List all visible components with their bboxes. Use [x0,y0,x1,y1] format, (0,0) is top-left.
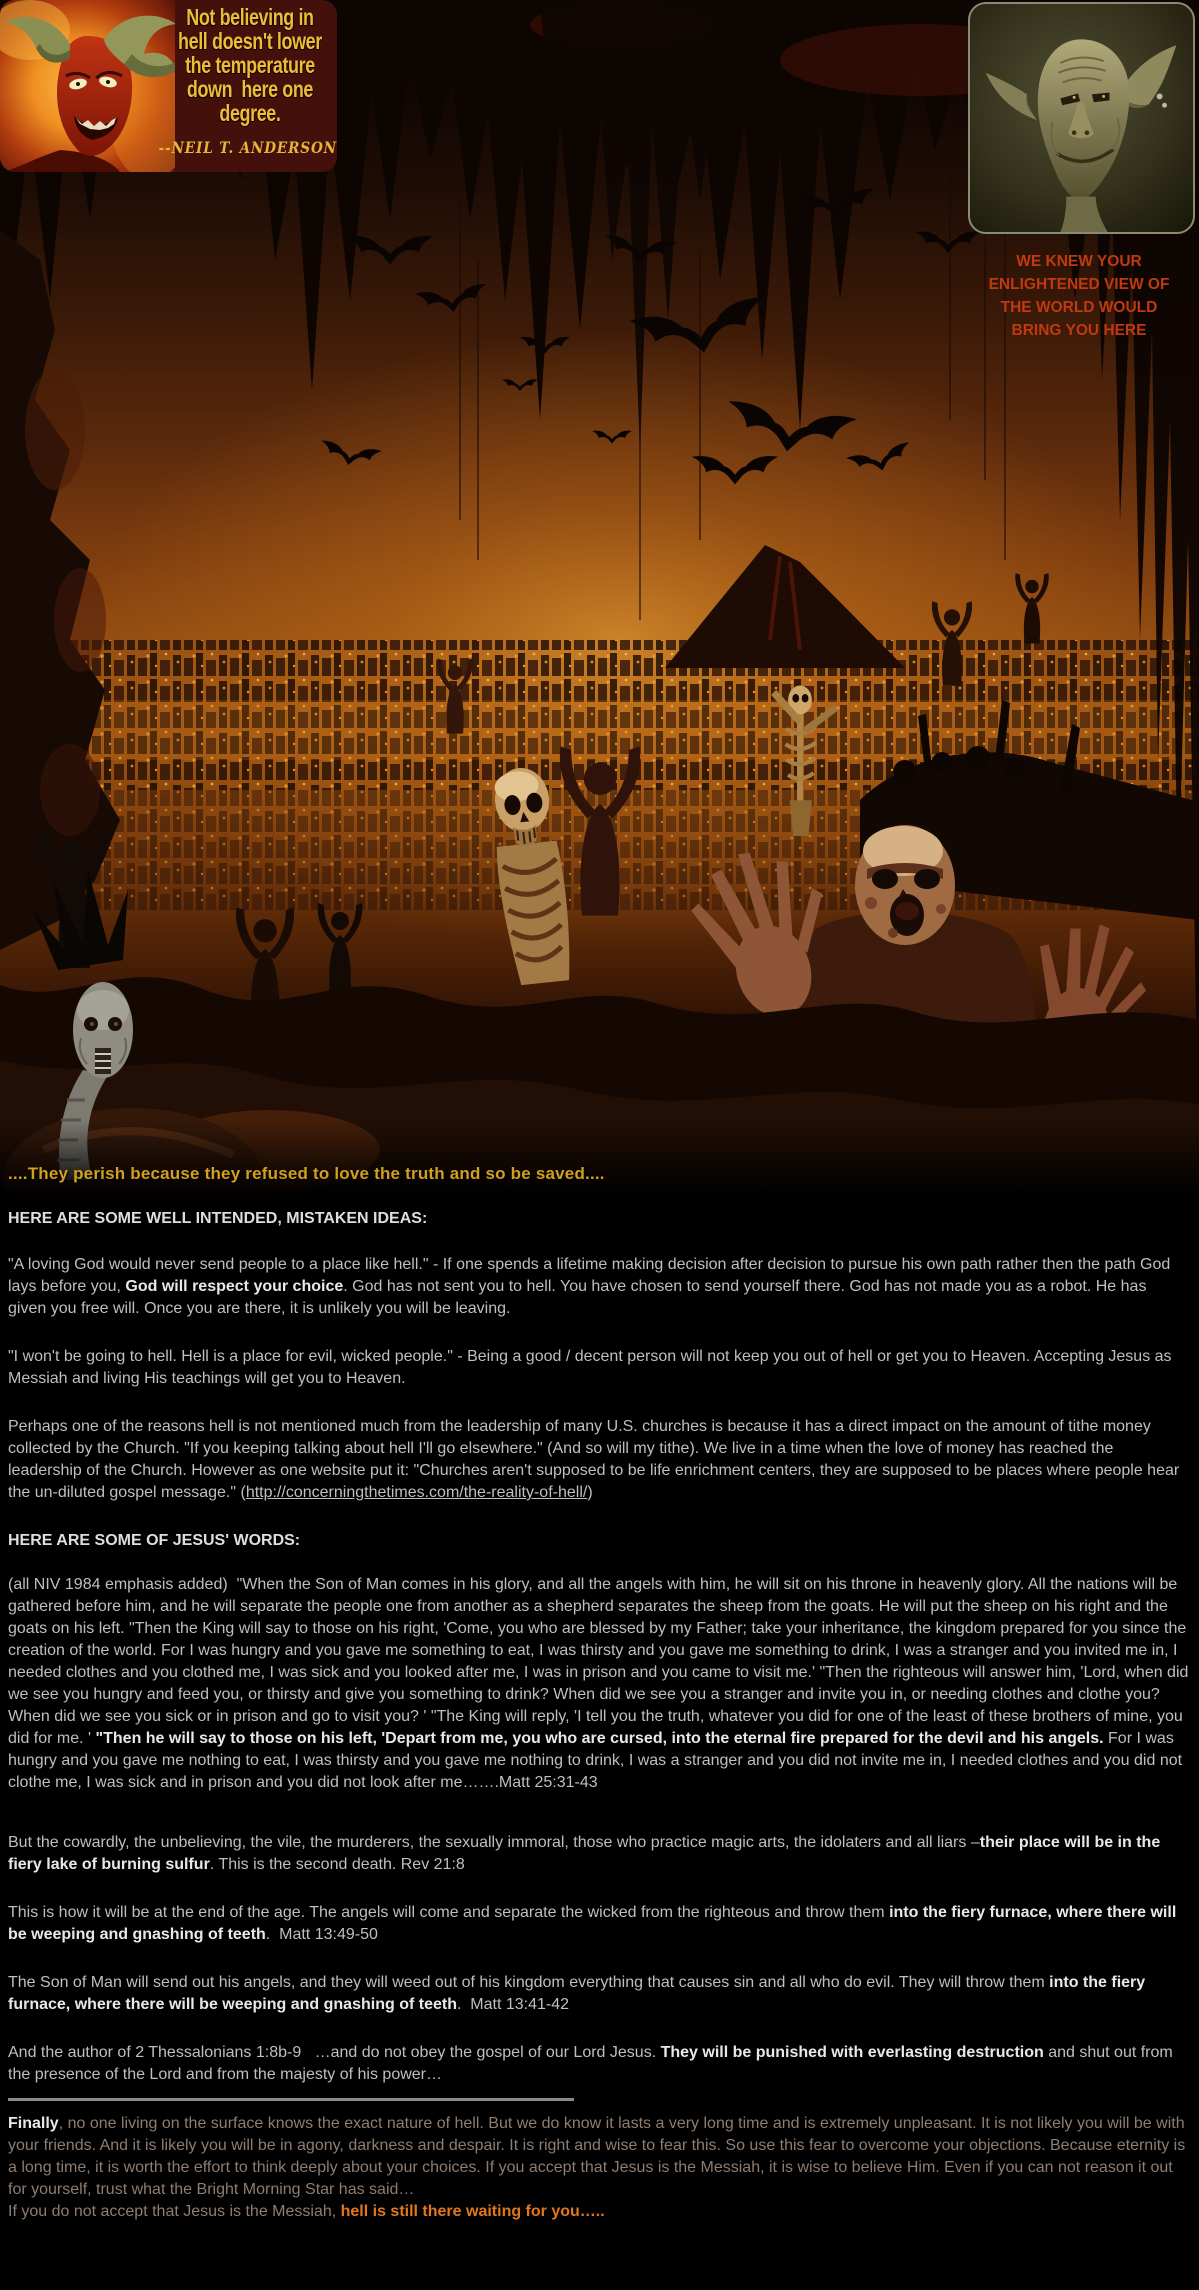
goblin-caption-line: BRING YOU HERE [1011,322,1147,339]
goblin-caption-line: WE KNEW YOUR [1016,253,1142,270]
paragraph [8,1902,1189,1946]
text-run: , no one living on the surface knows the exact nature of hell. But we do know it lasts a very long time and is extremely unpleasant. It is not likely you will be with your friends. And it is likely you will be in agony, darkness and despair. It is right and wise to fear this. So use this fear to overcome your objections. Because eternity is a long time, it is worth the effort to think deeply about your choices. If you accept that Jesus is the Messiah, it is wise to believe Him. Even if you can not reason it out for yourself, trust what the Bright Morning Star has said… [8,2115,1186,2198]
text-run: . God has not sent you to hell. You have chosen to send yourself there. God has not made you as a robot. He has given you free will. Once you are there, it is unlikely you will be leaving. [8,1278,1147,1317]
text-run: ) [587,1484,593,1501]
text-run: "I won't be going to hell. Hell is a place for evil, wicked people." - Being a good / decent person will not keep you out of hell or get you to Heaven. Accepting Jesus as Messiah and living His teachings will get you to Heaven. [8,1348,1172,1387]
goblin-caption-line: ENLIGHTENED VIEW OF [988,276,1170,293]
text-run: into the fiery furnace, where there will be weeping and gnashing of teeth [8,1904,1177,1943]
meme-quote-line: degree. [219,100,281,126]
paragraph [8,2113,1189,2223]
meme-quote-line: down here one [186,76,314,102]
text-run: And the author of 2 Thessalonians 1:8b-9 …and do not obey the gospel of our Lord Jesus. [8,2044,661,2061]
goblin-card [968,2,1195,234]
text-run: Perhaps one of the reasons hell is not mentioned much from the leadership of many U.S. churches is because it has a direct impact on the amount of tithe money collected by the Church. "If you keeping talking about hell I'll go elsewhere." (And so will my tithe). We live in a time when the love of money has reached the leadership of the Church. However as one website put it: "Churches aren't supposed to be life enrichment centers, they are supposed to be places where people hear the un-diluted gospel message." ( [8,1418,1180,1501]
hero-caption: ....They perish because they refused to love the truth and so be saved.... [8,1164,605,1183]
text-run: But the cowardly, the unbelieving, the vile, the murderers, the sexually immoral, those who practice magic arts, the idolaters and all liars – [8,1834,980,1851]
paragraph [8,1416,1189,1504]
devil-meme-card [0,0,337,172]
goblin-caption [959,250,1199,342]
divider-line [8,2098,574,2101]
text-run: . This is the second death. Rev 21:8 [209,1856,465,1873]
paragraph [8,2042,1189,2086]
paragraph [8,1574,1189,1794]
text-run: "Then he will say to those on his left, 'Depart from me, you who are cursed, into the eternal fire prepared for the devil and his angels. [95,1730,1104,1747]
text-run: They will be punished with everlasting destruction [660,2044,1044,2061]
goblin-caption-line: THE WORLD WOULD [1000,299,1158,316]
goblin-image [970,4,1193,232]
text-run: "A loving God would never send people to a place like hell." - If one spends a lifetime making decision after decision to pursue his own path rather then the path God lays before you, [8,1256,1171,1295]
text-run: If you do not accept that Jesus is the Messiah, [8,2203,341,2220]
heading-jesus-words: HERE ARE SOME OF JESUS' WORDS: [8,1532,301,1549]
text-run: hell is still there waiting for you….. [340,2203,605,2220]
text-run: Finally [8,2115,59,2132]
text-run: their place will be in the fiery lake of burning sulfur [8,1834,1161,1873]
text-run: (all NIV 1984 emphasis added) "When the Son of Man comes in his glory, and all the angels with him, he will sit on his throne in heavenly glory. All the nations will be gathered before him, and he will separate the people one from another as a shepherd separates the sheep from the goats. He will put the sheep on his right and the goats on his left. "Then the King will say to those on his right, 'Come, you who are blessed by my Father; take your inheritance, the kingdom prepared for you since the creation of the world. For I was hungry and you gave me something to eat, I was thirsty and you gave me something to drink, I was a stranger and you invited me in, I needed clothes and you clothed me, I was sick and you looked after me, I was in prison and you came to visit me.' "Then the righteous will answer him, 'Lord, when did we see you hungry and feed you, or thirsty and give you something to drink? When did we see you a stranger and invite you in, or needing clothes and clothe you? When did we see you sick or in prison and go to visit you? ' "The King will reply, 'I tell you the truth, whatever you did for one of the least of these brothers of mine, you did for me. ' [8,1576,1189,1747]
meme-attribution: --NEIL T. ANDERSON [158,138,337,157]
paragraph [8,1832,1189,1876]
text-run: and shut out from the presence of the Lord and from the majesty of his power… [8,2044,1173,2083]
meme-quote-line: hell doesn't lower [178,28,322,54]
text-run: The Son of Man will send out his angels, and they will weed out of his kingdom everything that causes sin and all who do evil. They will throw them [8,1974,1050,1991]
meme-quote-line: Not believing in [186,4,314,30]
meme-quote [170,5,330,125]
text-run: God will respect your choice [125,1278,344,1295]
paragraph [8,1346,1189,1390]
text-run: For I was hungry and you gave me nothing to eat, I was thirsty and you gave me nothing to drink, I was a stranger and you did not invite me in, I needed clothes and you did not clothe me, I was sick and in prison and you did not look after me…….Matt 25:31-43 [8,1730,1183,1791]
paragraph [8,1972,1189,2016]
text-run: . Matt 13:41-42 [456,1996,570,2013]
paragraph [8,1254,1189,1320]
heading-mistaken-ideas: HERE ARE SOME WELL INTENDED, MISTAKEN IDEAS: [8,1210,428,1227]
link-reality-of-hell[interactable]: http://concerningthetimes.com/the-reality-of-hell/ [245,1484,588,1501]
text-run: This is how it will be at the end of the age. The angels will come and separate the wicked from the righteous and throw them [8,1904,890,1921]
text-run: . Matt 13:49-50 [265,1926,378,1943]
meme-quote-line: the temperature [185,52,315,78]
article [0,1196,1199,2253]
text-run: into the fiery furnace, where there will be weeping and gnashing of teeth [8,1974,1146,2013]
devil-image [0,0,175,172]
